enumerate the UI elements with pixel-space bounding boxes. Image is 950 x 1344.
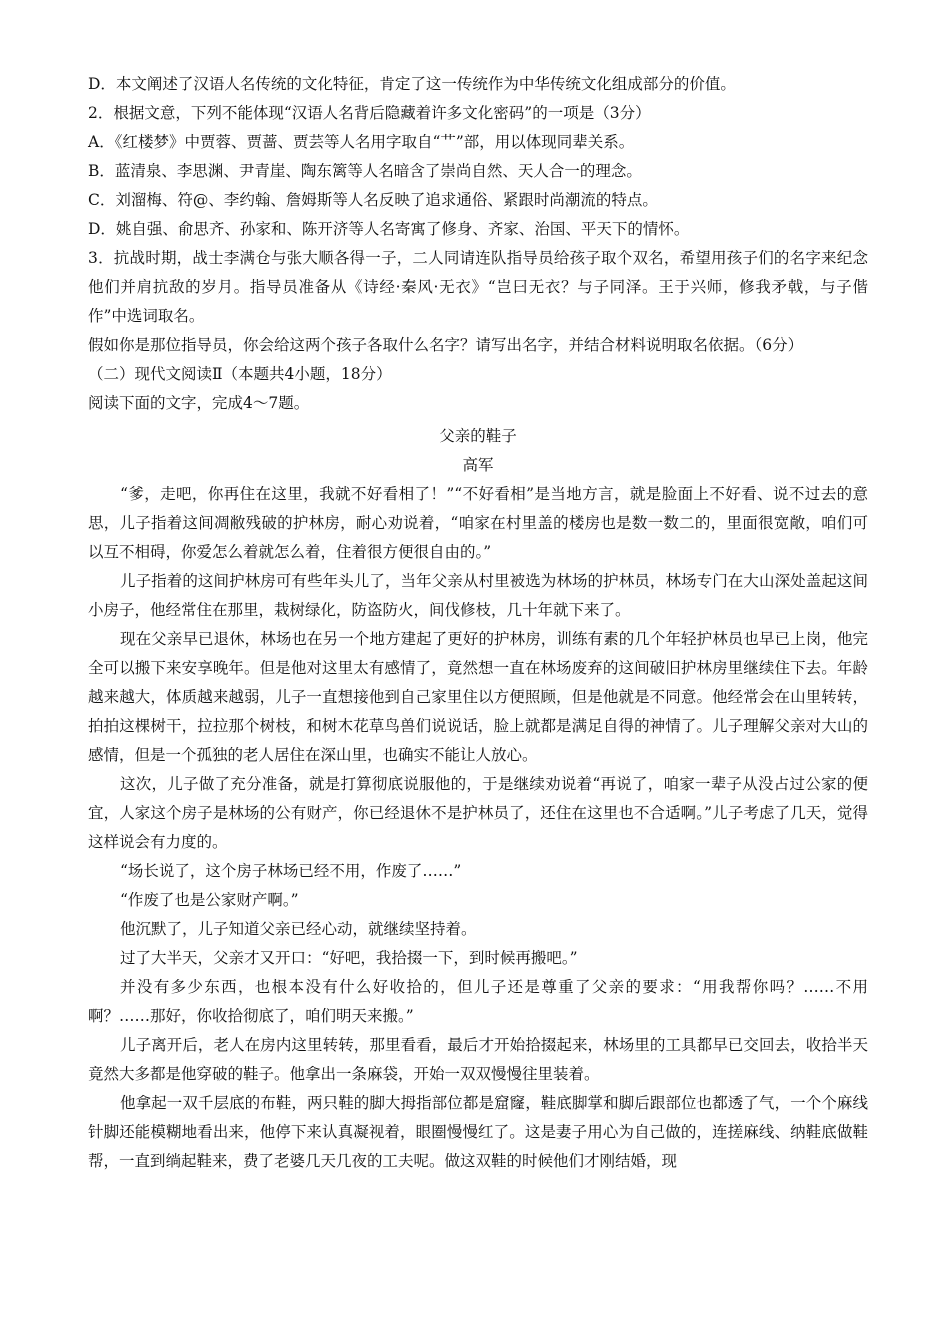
story-paragraph: 过了大半天，父亲才又开口：“好吧，我拾掇一下，到时候再搬吧。”: [120, 949, 578, 967]
story-paragraph: “场长说了，这个房子林场已经不用，作废了……”: [120, 862, 462, 880]
q3-ask: 假如你是那位指导员，你会给这两个孩子各取什么名字？请写出名字，并结合材料说明取名依据。（6分）: [88, 336, 804, 354]
story-paragraph: “爹，走吧，你再住在这里，我就不好看相了！”“不好看相”是当地方言，就是脸面上不好看、说不过去的意思，儿子指着这间凋敝残破的护林房，耐心劝说着，“咱家在村里盖的楼房也是数一数二的，里面很宽敞，咱们可以互不相碍，你爱怎么着就怎么着，住着很方便很自由的。”: [88, 485, 868, 561]
q1-option-d: D．本文阐述了汉语人名传统的文化特征，肯定了这一传统作为中华传统文化组成部分的价值。: [88, 75, 736, 93]
q2-stem: 2．根据文意，下列不能体现“汉语人名背后隐藏着许多文化密码”的一项是（3分）: [88, 104, 651, 122]
story-paragraph: 他沉默了，儿子知道父亲已经心动，就继续坚持着。: [120, 920, 477, 938]
q2-option-c: C．刘溜梅、符@、李约翰、詹姆斯等人名反映了追求通俗、紧跟时尚潮流的特点。: [88, 191, 658, 209]
story-paragraph: 他拿起一双千层底的布鞋，两只鞋的脚大拇指部位都是窟窿，鞋底脚掌和脚后跟部位也都透了气，一个个麻线针脚还能模糊地看出来，他停下来认真凝视着，眼圈慢慢红了。这是妻子用心为自己做的，连搓麻线、纳鞋底做鞋帮，一直到绱起鞋来，费了老婆几天几夜的工夫呢。做这双鞋的时候他们才刚结婚，现: [88, 1094, 868, 1170]
q3-stem: 3．抗战时期，战士李满仓与张大顺各得一子，二人同请连队指导员给孩子取个双名，希望用孩子们的名字来纪念他们并肩抗敌的岁月。指导员准备从《诗经·秦风·无衣》“岂曰无衣？与子同泽。王于兴师，修我矛戟，与子偕作”中选词取名。: [88, 249, 868, 325]
story-paragraph: 并没有多少东西，也根本没有什么好收拾的，但儿子还是尊重了父亲的要求：“用我帮你吗？……不用啊？……那好，你收拾彻底了，咱们明天来搬。”: [88, 978, 868, 1025]
story-paragraph: “作废了也是公家财产啊。”: [120, 891, 299, 909]
story-paragraph: 现在父亲早已退休，林场也在另一个地方建起了更好的护林房，训练有素的几个年轻护林员也早已上岗，他完全可以搬下来安享晚年。但是他对这里太有感情了，竟然想一直在林场废弃的这间破旧护林房里继续住下去。年龄越来越大，体质越来越弱，儿子一直想接他到自己家里住以方便照顾，但是他就是不同意。他经常会在山里转转，拍拍这棵树干，拉拉那个树枝，和树木花草鸟兽们说说话，脸上就都是满足自得的神情了。儿子理解父亲对大山的感情，但是一个孤独的老人居住在深山里，也确实不能让人放心。: [88, 630, 868, 764]
story-paragraph: 儿子离开后，老人在房内这里转转，那里看看，最后才开始拾掇起来，林场里的工具都早已交回去，收拾半天竟然大多都是他穿破的鞋子。他拿出一条麻袋，开始一双双慢慢往里装着。: [88, 1036, 868, 1083]
q2-option-d: D．姚自强、俞思齐、孙家和、陈开济等人名寄寓了修身、齐家、治国、平天下的情怀。: [88, 220, 690, 238]
section-heading: （二）现代文阅读Ⅱ（本题共4小题，18分）: [88, 365, 392, 383]
q2-option-b: B．蓝清泉、李思渊、尹青崖、陶东篱等人名暗含了崇尚自然、天人合一的理念。: [88, 162, 642, 180]
story-paragraph: 儿子指着的这间护林房可有些年头儿了，当年父亲从村里被选为林场的护林员，林场专门在大山深处盖起这间小房子，他经常住在那里，栽树绿化，防盗防火，间伐修枝，几十年就下来了。: [88, 572, 868, 619]
q2-option-a: A．《红楼梦》中贾蓉、贾蔷、贾芸等人名用字取自“艹”部，用以体现同辈关系。: [88, 133, 635, 151]
story-paragraph: 这次，儿子做了充分准备，就是打算彻底说服他的，于是继续劝说着“再说了，咱家一辈子从没占过公家的便宜，人家这个房子是林场的公有财产，你已经退休不是护林员了，还住在这里也不合适啊。”儿子考虑了几天，觉得这样说会有力度的。: [88, 775, 868, 851]
story-title: 父亲的鞋子: [439, 427, 517, 445]
section-instruction: 阅读下面的文字，完成4～7题。: [88, 394, 310, 412]
exam-page: [88, 70, 868, 1176]
story-author: 高军: [462, 456, 494, 474]
